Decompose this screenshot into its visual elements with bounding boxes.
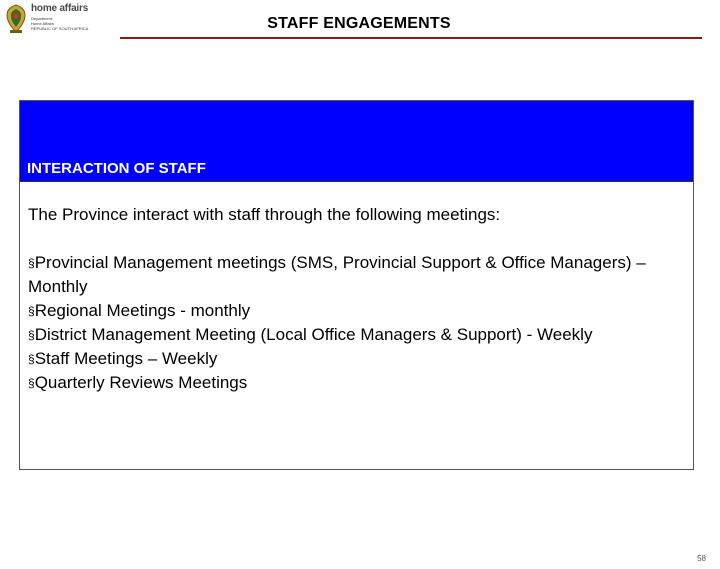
- box-body: [28, 203, 668, 395]
- list-item-text: Staff Meetings – Weekly: [34, 349, 218, 368]
- intro-text: The Province interact with staff through the following meetings:: [28, 205, 501, 224]
- logo-text-block: [31, 3, 117, 31]
- page-number: 58: [697, 554, 706, 563]
- list-item: [28, 251, 668, 299]
- list-item-text: District Management Meeting (Local Office Managers & Support) - Weekly: [34, 325, 593, 344]
- bullet-icon: §: [28, 376, 35, 390]
- bullet-icon: §: [28, 328, 35, 342]
- list-item: [28, 299, 668, 323]
- title-divider: [120, 37, 702, 39]
- section-heading: INTERACTION OF STAFF: [27, 160, 206, 177]
- logo-country-name: REPUBLIC OF SOUTH AFRICA: [31, 26, 89, 31]
- logo-department-label: Department:: [31, 16, 54, 21]
- logo-department-name: Home Affairs: [31, 21, 54, 26]
- list-item-text: Provincial Management meetings (SMS, Provincial Support & Office Managers) – Monthly: [28, 253, 646, 296]
- bullet-icon: §: [28, 256, 35, 270]
- home-affairs-logo: [4, 3, 116, 41]
- page-title: STAFF ENGAGEMENTS: [267, 15, 451, 32]
- meeting-list: [28, 251, 668, 395]
- bullet-icon: §: [28, 304, 35, 318]
- coat-of-arms-icon: [4, 3, 28, 35]
- list-item: [28, 323, 668, 347]
- logo-brand-text: home affairs: [31, 3, 89, 14]
- list-item-text: Regional Meetings - monthly: [34, 301, 251, 320]
- list-item-text: Quarterly Reviews Meetings: [34, 373, 248, 392]
- box-header-band: [20, 101, 693, 182]
- content-box: [19, 100, 694, 470]
- list-item: [28, 347, 668, 371]
- list-item: [28, 371, 668, 395]
- bullet-icon: §: [28, 352, 35, 366]
